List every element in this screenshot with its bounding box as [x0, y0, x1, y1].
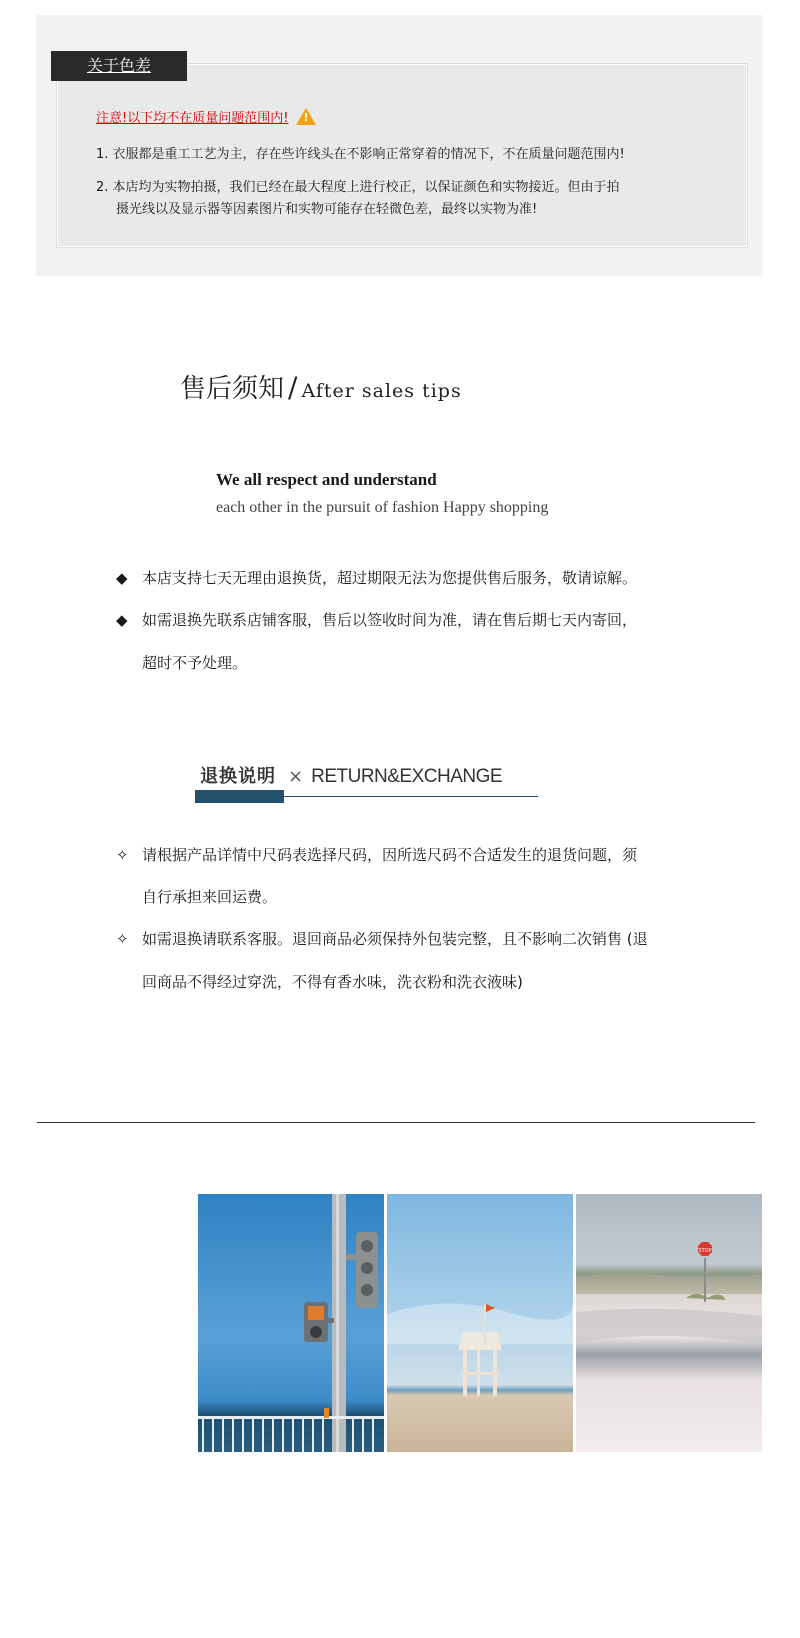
section-divider: [37, 1122, 755, 1123]
return-exchange-title-x: ×: [288, 766, 304, 787]
quality-warning-text: 注意!以下均不在质量问题范围内!: [96, 111, 289, 126]
notice-item-2-continued-text: 摄光线以及显示器等因素图片和实物可能存在轻微色差，最终以实物为准!: [116, 202, 538, 217]
notice-item-2: 2. 本店均为实物拍摄，我们已经在最大程度上进行校正，以保证颜色和实物接近。但由于拍: [96, 180, 620, 195]
return-exchange-underline-bar: [195, 790, 284, 803]
after-sales-item-2-text: 如需退换先联系店铺客服，售后以签收时间为准，请在售后期七天内寄回，: [142, 611, 638, 629]
diamond-bullet-icon: ◆: [116, 611, 128, 629]
diamond-bullet-icon: ◆: [116, 569, 128, 587]
lifeguard-tower-photo: [387, 1194, 573, 1452]
respect-subheading: each other in the pursuit of fashion Happy shopping: [216, 499, 549, 516]
return-exchange-title-en: RETURN&EXCHANGE: [311, 766, 503, 787]
after-sales-title-slash: /: [288, 371, 298, 404]
sparkle-bullet-icon: ✧: [116, 930, 129, 948]
return-item-1-text: 请根据产品详情中尺码表选择尺码，因所选尺码不合适发生的退货问题，须: [142, 846, 638, 864]
respect-heading: We all respect and understand: [216, 470, 437, 489]
lifeguard-tower-illustration: [387, 1194, 573, 1452]
return-exchange-underline-rule: [284, 796, 538, 797]
return-exchange-title: [200, 762, 502, 788]
stop-sign-photo: [576, 1194, 762, 1452]
after-sales-item-1-text: 本店支持七天无理由退换货，超过期限无法为您提供售后服务，敬请谅解。: [142, 569, 638, 587]
color-notice-tab-label: 关于色差: [86, 56, 151, 75]
after-sales-item-2-continued: 超时不予处理。: [142, 654, 248, 672]
after-sales-title-en: After sales tips: [301, 380, 462, 402]
return-item-1-continued: 自行承担来回运费。: [142, 888, 278, 906]
return-exchange-title-zh: 退换说明: [200, 766, 276, 787]
color-notice-tab: [51, 51, 187, 81]
return-item-2-continued: 回商品不得经过穿洗，不得有香水味，洗衣粉和洗衣液味): [142, 973, 523, 991]
notice-item-1: 1. 衣服都是重工工艺为主，存在些许线头在不影响正常穿着的情况下，不在质量问题范围内!: [96, 147, 625, 162]
stop-sign-illustration: [576, 1194, 762, 1452]
after-sales-item-2: [116, 610, 637, 630]
stop-sign-text: STOP: [698, 1248, 712, 1254]
sparkle-bullet-icon: ✧: [116, 846, 129, 864]
quality-warning: [96, 107, 316, 126]
traffic-light-photo: [198, 1194, 384, 1452]
traffic-light-illustration: [198, 1194, 384, 1452]
after-sales-title-zh: 售后须知: [180, 374, 285, 404]
warning-triangle-icon: [296, 108, 316, 125]
after-sales-title: [180, 368, 462, 405]
after-sales-item-1: [116, 568, 637, 588]
return-item-1: [116, 845, 637, 865]
return-item-2: [116, 929, 648, 949]
return-item-2-text: 如需退换请联系客服。退回商品必须保持外包装完整，且不影响二次销售 (退: [142, 930, 648, 948]
notice-item-2-continued: [96, 199, 537, 221]
